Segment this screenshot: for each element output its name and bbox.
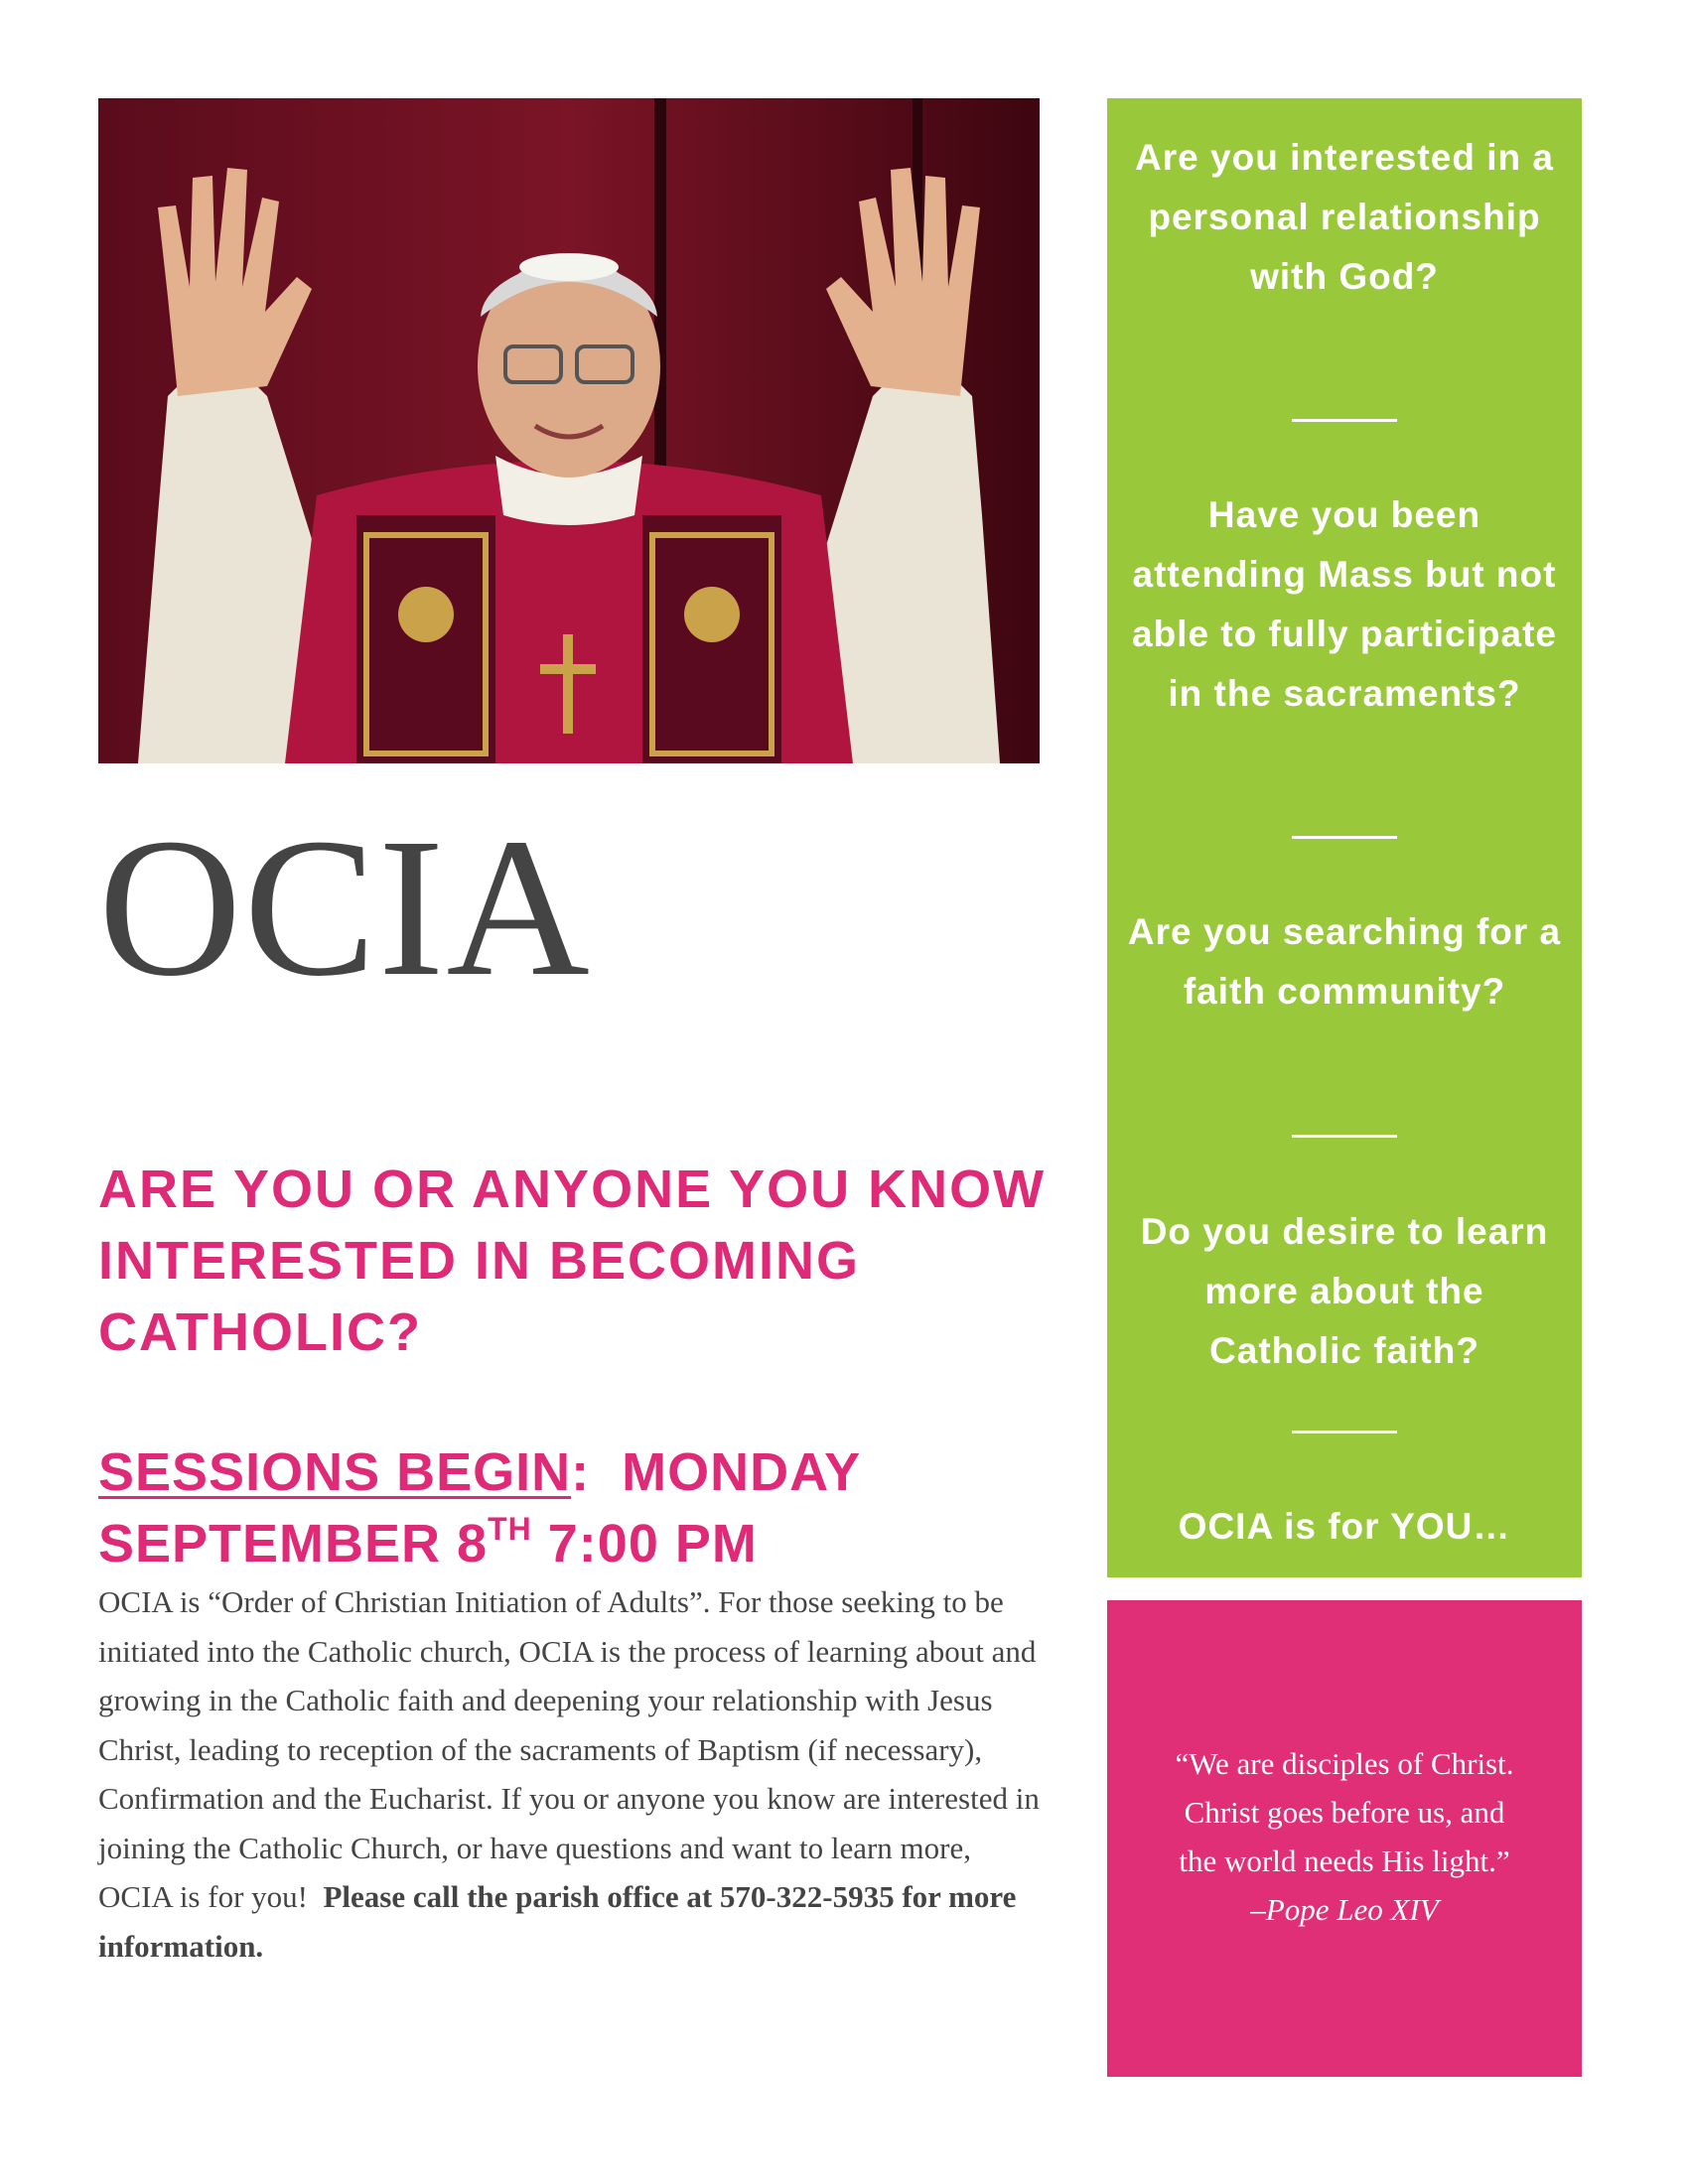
sessions-day: MONDAY [622, 1442, 862, 1502]
quote-line-3: the world needs His light.” [1179, 1843, 1510, 1878]
quote-line-2: Christ goes before us, and [1184, 1795, 1505, 1830]
quote-line-1: “We are disciples of Christ. [1175, 1746, 1514, 1781]
closing-line: OCIA is for YOU… [1178, 1506, 1511, 1547]
page-title: OCIA [98, 798, 592, 1018]
description-text: OCIA is “Order of Christian Initiation of Adults”. For those seeking to be initiated into the Catholic church, OCIA is the process of learning about and growing in the Catholic faith and deepening your relationship with Jesus Christ, leading to reception of the sacraments of Baptism (if necessary), Confirmation and the Eucharist. If you or anyone you know are interested in joining the Catholic Church, or have questions and want to learn more, OCIA is for you! [98, 1584, 1040, 1914]
pope-quote [1107, 1739, 1582, 1934]
question-2: Have you been attending Mass but not able to fully participate in the sacraments? [1132, 494, 1557, 714]
questions-panel [1107, 98, 1582, 1577]
sessions-announcement [98, 1436, 1091, 1579]
sessions-line-2 [98, 1508, 1091, 1579]
sessions-line-1 [98, 1436, 1091, 1508]
sessions-time: 7:00 PM [547, 1514, 758, 1573]
question-3: Are you searching for a faith community? [1127, 911, 1562, 1012]
sessions-label: SESSIONS BEGIN [98, 1442, 572, 1502]
question-4: Do you desire to learn more about the Catholic faith? [1140, 1211, 1549, 1371]
headline: ARE YOU OR ANYONE YOU KNOW INTERESTED IN BECOMING CATHOLIC? [98, 1160, 1047, 1362]
question-1: Are you interested in a personal relationship with God? [1135, 137, 1554, 297]
sessions-date: SEPTEMBER 8 [98, 1514, 489, 1573]
quote-panel [1107, 1600, 1582, 2077]
call-to-action: Please call the parish office at 570-322-5935 for more information. [98, 1879, 1017, 1964]
divider [1292, 1135, 1397, 1138]
sessions-ordinal: TH [488, 1511, 532, 1547]
sessions-colon: : [571, 1442, 591, 1502]
description [98, 1577, 1042, 1971]
pope-illustration [98, 98, 1040, 763]
quote-author: –Pope Leo XIV [1250, 1892, 1439, 1927]
divider [1292, 1431, 1397, 1433]
divider [1292, 419, 1397, 422]
divider [1292, 836, 1397, 839]
pope-photo [98, 98, 1040, 763]
